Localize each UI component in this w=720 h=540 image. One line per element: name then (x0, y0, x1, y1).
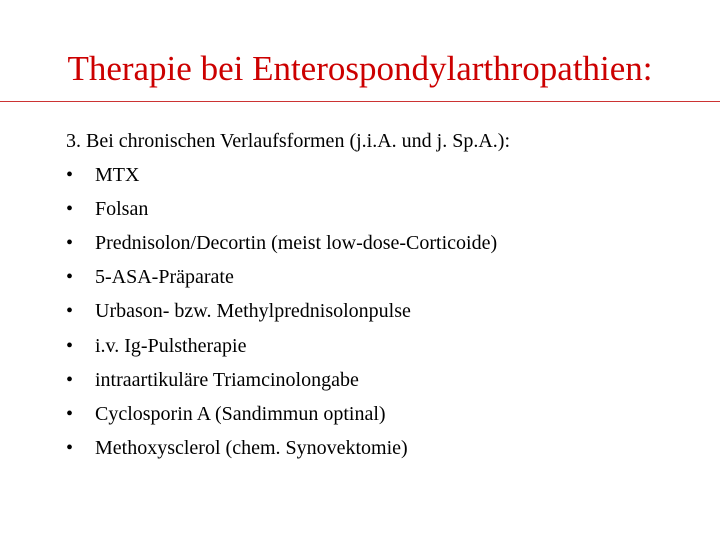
bullet-icon: • (66, 232, 74, 255)
list-item-text: 5-ASA-Präparate (95, 266, 234, 289)
list-item-text: MTX (95, 164, 140, 187)
list-item-text: Methoxysclerol (chem. Synovektomie) (95, 436, 408, 459)
list-item (66, 363, 706, 397)
bullet-icon: • (66, 164, 74, 187)
slide-body (66, 124, 706, 465)
list-item (66, 328, 706, 362)
list-item (66, 192, 706, 226)
list-item (66, 226, 706, 260)
bullet-list (66, 158, 706, 465)
list-item-text: intraartikuläre Triamcinolongabe (95, 368, 359, 391)
title-divider (0, 101, 720, 102)
list-item (66, 294, 706, 328)
bullet-icon: • (66, 266, 74, 289)
intro-line: 3. Bei chronischen Verlaufsformen (j.i.A. und j. Sp.A.): (66, 130, 510, 152)
slide-title: Therapie bei Enterospondylarthropathien: (67, 49, 653, 88)
bullet-icon: • (66, 198, 74, 221)
list-item-text: Cyclosporin A (Sandimmun optinal) (95, 402, 386, 425)
bullet-icon: • (66, 436, 74, 459)
list-item (66, 158, 706, 192)
bullet-icon: • (66, 402, 74, 425)
bullet-icon: • (66, 300, 74, 323)
list-item (66, 260, 706, 294)
list-item-text: Folsan (95, 198, 149, 221)
list-item-text: Urbason- bzw. Methylprednisolonpulse (95, 300, 411, 323)
bullet-icon: • (66, 334, 74, 357)
list-item-text: i.v. Ig-Pulstherapie (95, 334, 247, 357)
list-item-text: Prednisolon/Decortin (meist low-dose-Corticoide) (95, 232, 498, 255)
bullet-icon: • (66, 368, 74, 391)
list-item (66, 397, 706, 431)
list-item (66, 431, 706, 465)
